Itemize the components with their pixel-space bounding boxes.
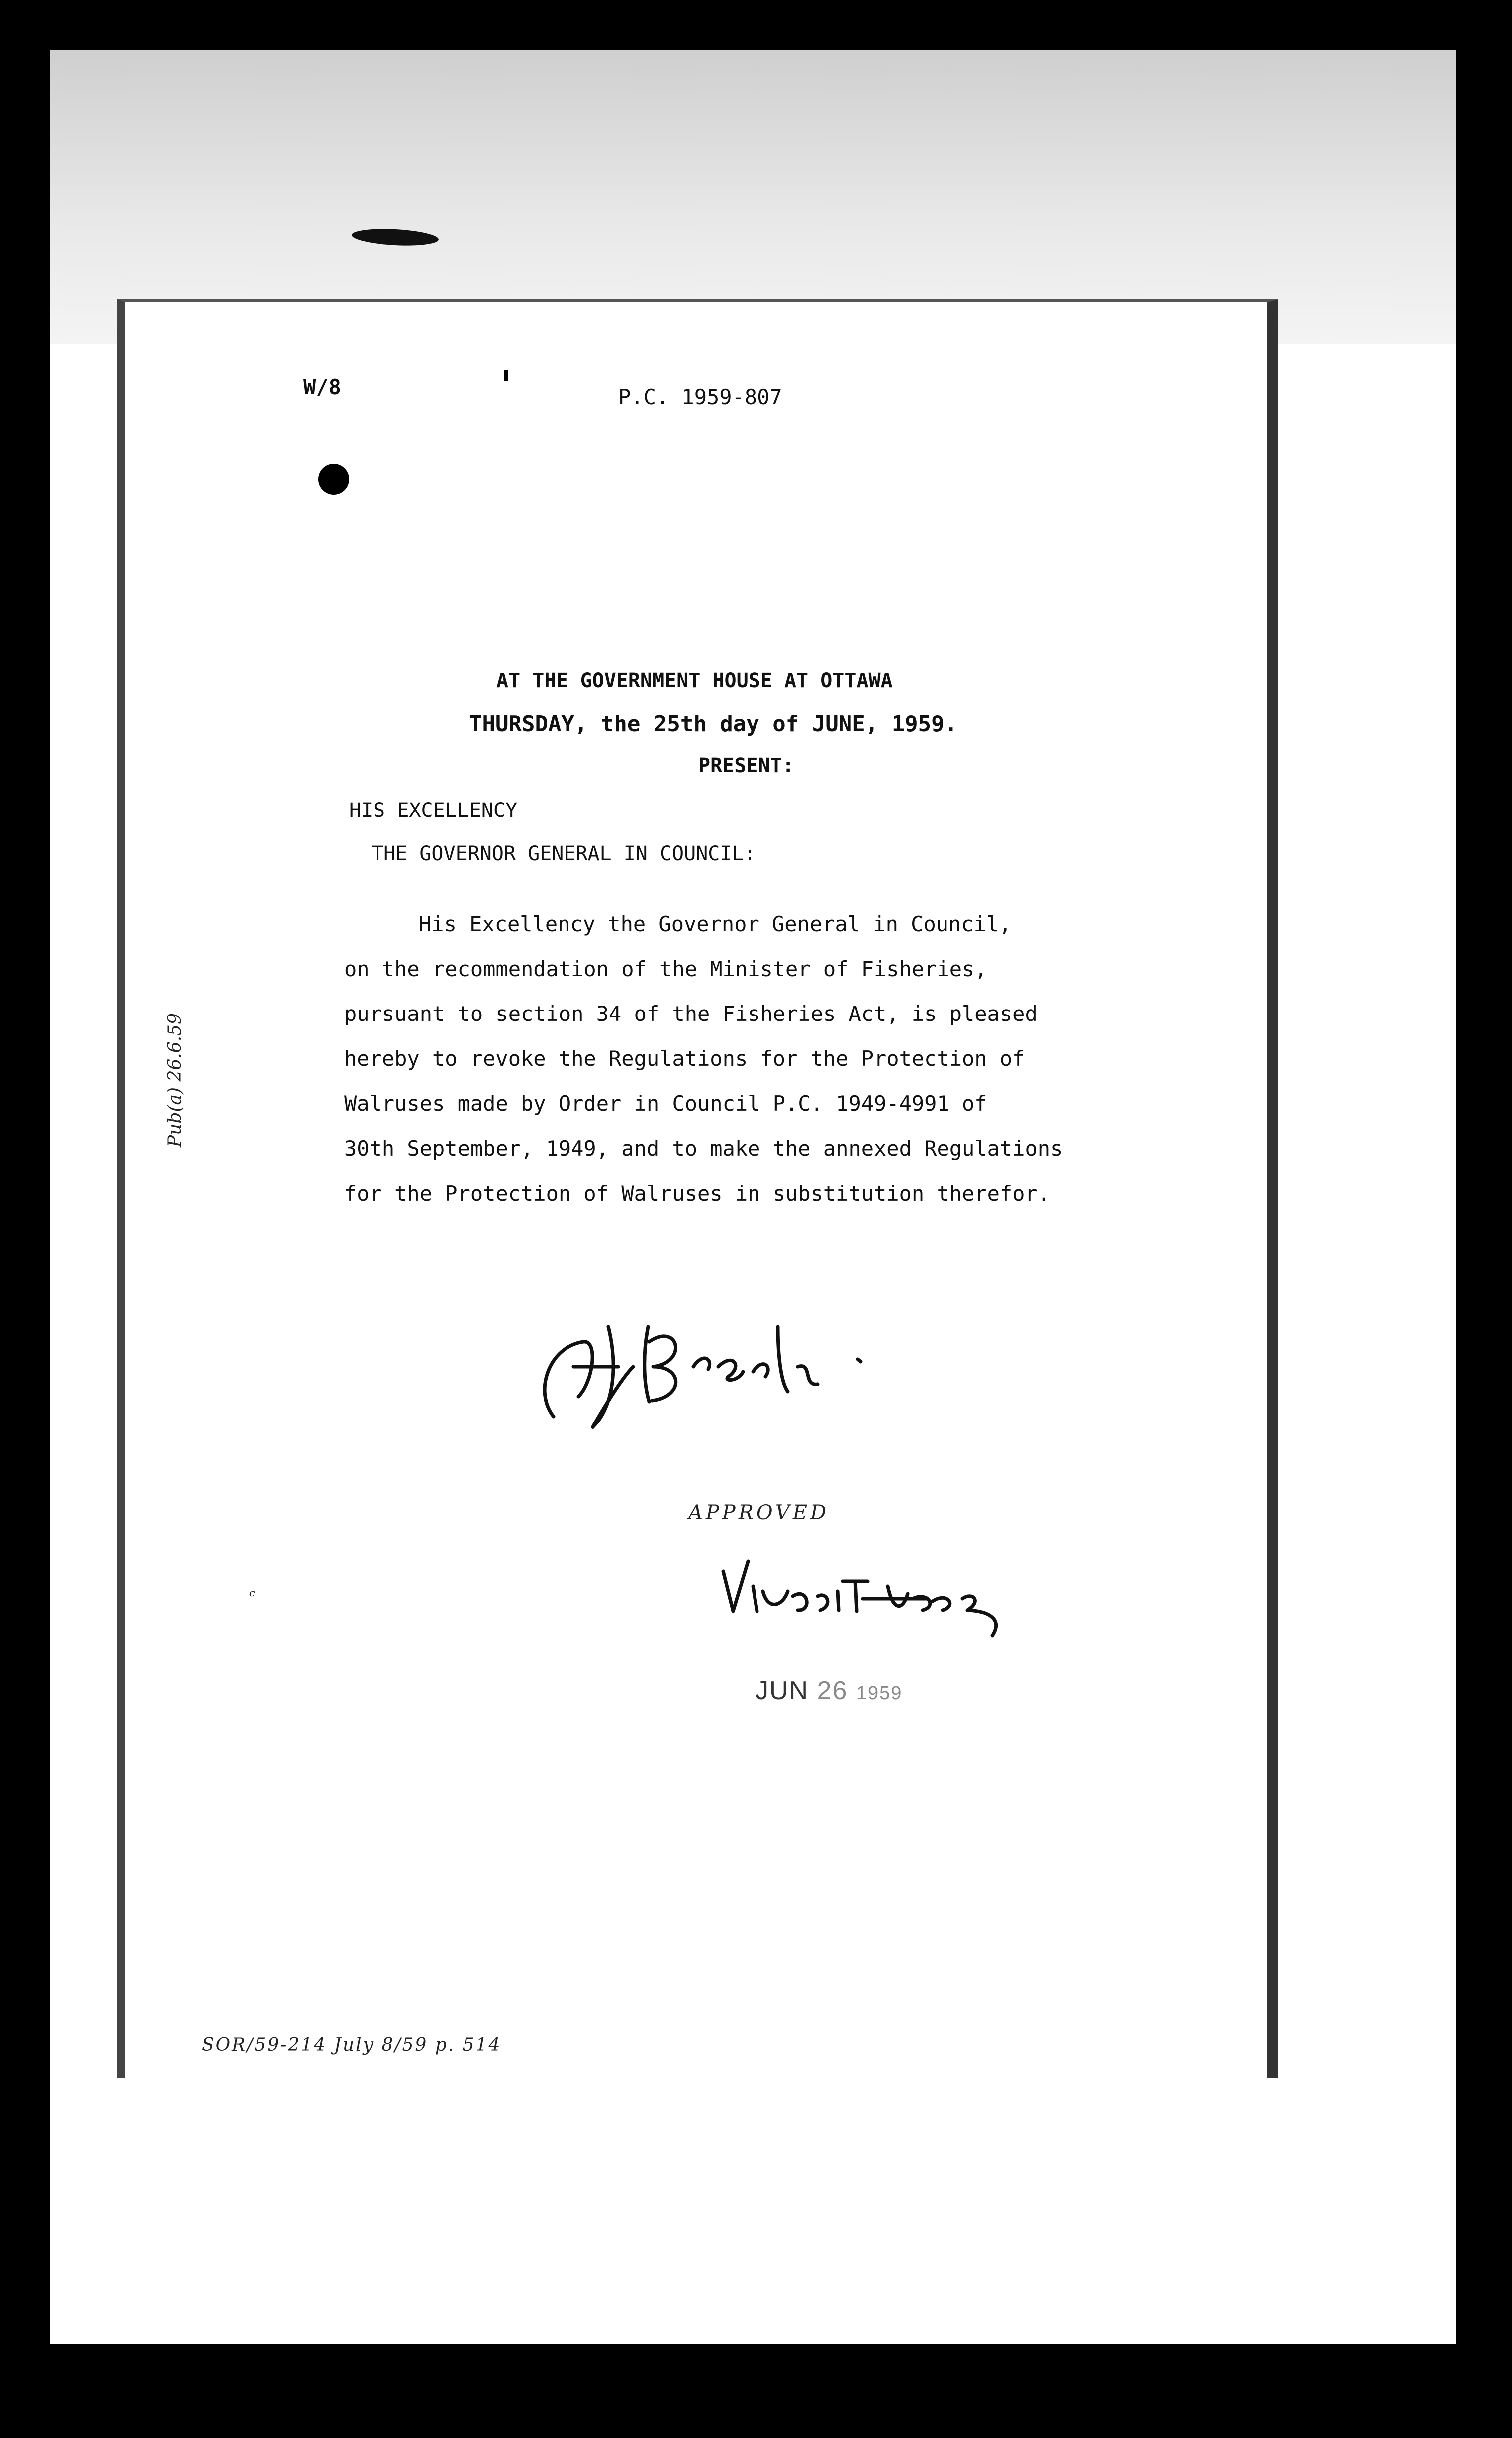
file-mark: W/8 bbox=[303, 375, 341, 399]
stamp-month: JUN bbox=[756, 1676, 809, 1705]
margin-note-vertical: Pub(a) 26.6.59 bbox=[165, 1013, 185, 1147]
body-line: on the recommendation of the Minister of Fisheries, bbox=[344, 957, 987, 981]
body-line: 30th September, 1949, and to make the annexed Regulations bbox=[344, 1136, 1063, 1161]
governor-general-signature bbox=[713, 1551, 1022, 1651]
body-line: for the Protection of Walruses in substitution therefor. bbox=[344, 1181, 1051, 1206]
approval-date-stamp bbox=[756, 1676, 902, 1706]
body-line: His Excellency the Governor General in Council, bbox=[419, 912, 1012, 936]
body-line: pursuant to section 34 of the Fisheries Act, is pleased bbox=[344, 1002, 1038, 1026]
address-line-1: HIS EXCELLENCY bbox=[349, 799, 518, 822]
body-line: Walruses made by Order in Council P.C. 1949-4991 of bbox=[344, 1091, 987, 1116]
margin-note-bottom: SOR/59-214 July 8/59 p. 514 bbox=[202, 2035, 502, 2055]
stamp-day: 26 bbox=[817, 1676, 848, 1705]
punch-hole bbox=[318, 464, 349, 495]
stamp-year: 1959 bbox=[856, 1683, 903, 1704]
margin-tick-mark: ᶜ bbox=[249, 1586, 255, 1606]
place-heading: AT THE GOVERNMENT HOUSE AT OTTAWA bbox=[496, 669, 893, 692]
ink-speck bbox=[504, 370, 508, 381]
address-line-2: THE GOVERNOR GENERAL IN COUNCIL: bbox=[372, 842, 756, 865]
date-heading: THURSDAY, the 25th day of JUNE, 1959. bbox=[469, 711, 958, 737]
body-line: hereby to revoke the Regulations for the Protection of bbox=[344, 1046, 1025, 1071]
clerk-signature bbox=[519, 1267, 967, 1436]
order-number: P.C. 1959-807 bbox=[618, 385, 782, 409]
present-heading: PRESENT: bbox=[698, 754, 794, 777]
approved-label: APPROVED bbox=[688, 1501, 830, 1524]
